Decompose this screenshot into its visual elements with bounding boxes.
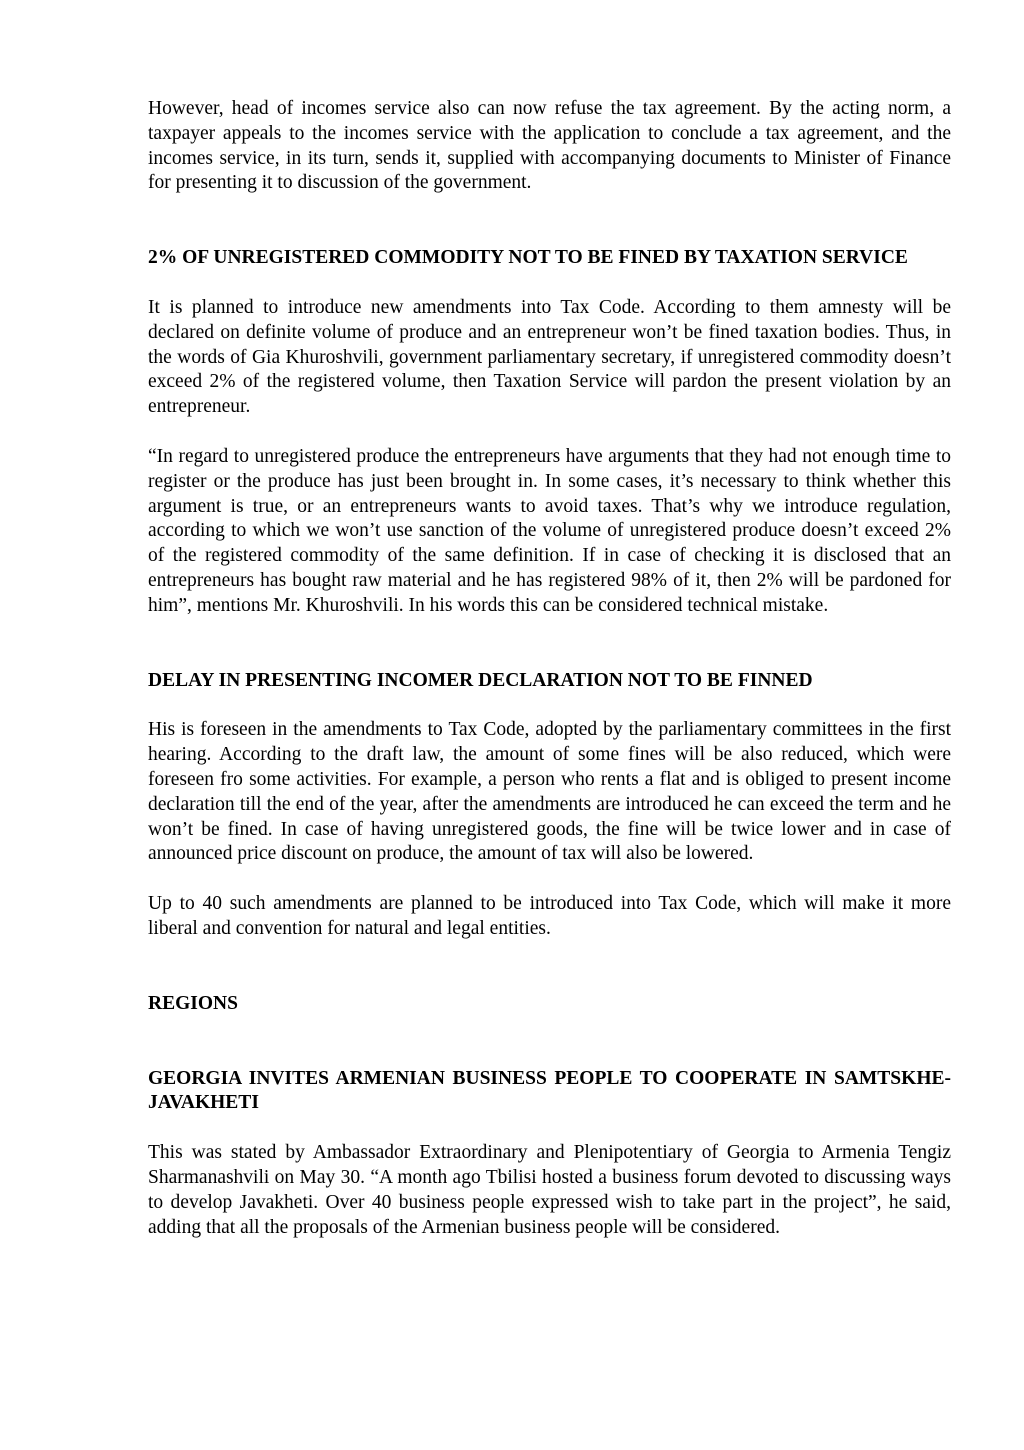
delay-paragraph-1: His is foreseen in the amendments to Tax Code, adopted by the parliamentary committees in the first hearing. According to the draft law, the amount of some fines will be also reduced, which were foreseen fro some activities. For example, a person who rents a flat and is obliged to present income declaration till the end of the year, after the amendments are introduced he can exceed the term and he won’t be fined. In case of having unregistered goods, the fine will be twice lower and in case of announced price discount on produce, the amount of tax will also be lowered.: [148, 719, 951, 865]
paragraph-spacer: [148, 420, 951, 445]
document-page: [148, 97, 951, 1240]
georgia-heading: GEORGIA INVITES ARMENIAN BUSINESS PEOPLE TO COOPERATE IN SAMTSKHE-JAVAKHETI: [148, 1067, 951, 1114]
section-spacer: [148, 1017, 951, 1067]
georgia-paragraph-1: This was stated by Ambassador Extraordinary and Plenipotentiary of Georgia to Armenia Tengiz Sharmanashvili on May 30. “A month ago Tbilisi hosted a business forum devoted to discussing ways to develop Javakheti. Over 40 business people expressed wish to take part in the project”, he said, adding that all the proposals of the Armenian business people will be considered.: [148, 1142, 951, 1238]
paragraph-spacer: [148, 271, 951, 296]
delay-heading: DELAY IN PRESENTING INCOMER DECLARATION NOT TO BE FINNED: [148, 669, 813, 691]
regions-heading: REGIONS: [148, 992, 238, 1014]
section-spacer: [148, 619, 951, 669]
paragraph-spacer: [148, 693, 951, 718]
commodity-paragraph-2: “In regard to unregistered produce the entrepreneurs have arguments that they had not enough time to register or the produce has just been brought in. In some cases, it’s necessary to think whether this argument is true, or an entrepreneurs wants to avoid taxes. That’s why we introduce regulation, according to which we won’t use sanction of the volume of unregistered produce doesn’t exceed 2% of the registered commodity of the same definition. If in case of checking it is disclosed that an entrepreneurs has bought raw material and he has registered 98% of it, then 2% will be pardoned for him”, mentions Mr. Khuroshvili. In his words this can be considered technical mistake.: [148, 445, 951, 616]
paragraph-spacer: [148, 1116, 951, 1141]
section-spacer: [148, 942, 951, 992]
section-spacer: [148, 196, 951, 246]
delay-paragraph-2: Up to 40 such amendments are planned to be introduced into Tax Code, which will make it more liberal and convention for natural and legal entities.: [148, 893, 951, 939]
intro-paragraph: However, head of incomes service also can now refuse the tax agreement. By the acting norm, a taxpayer appeals to the incomes service with the application to conclude a tax agreement, and the incomes service, in its turn, sends it, supplied with accompanying documents to Minister of Finance for presenting it to discussion of the government.: [148, 98, 951, 194]
commodity-heading: 2% OF UNREGISTERED COMMODITY NOT TO BE FINED BY TAXATION SERVICE: [148, 247, 908, 269]
paragraph-spacer: [148, 867, 951, 892]
commodity-paragraph-1: It is planned to introduce new amendments into Tax Code. According to them amnesty will be declared on definite volume of produce and an entrepreneur won’t be fined taxation bodies. Thus, in the words of Gia Khuroshvili, government parliamentary secretary, if unregistered commodity doesn’t exceed 2% of the registered volume, then Taxation Service will pardon the present violation by an entrepreneur.: [148, 296, 951, 418]
